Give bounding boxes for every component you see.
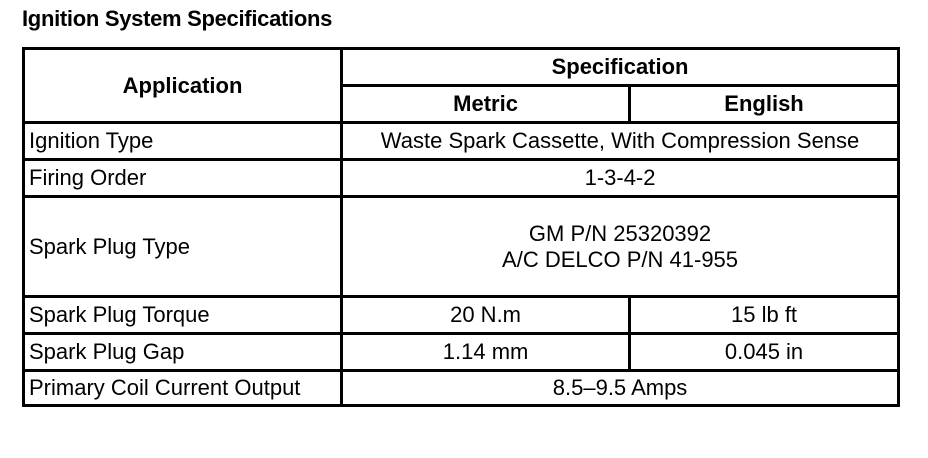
specifications-table <box>22 47 900 407</box>
table-row <box>24 334 899 371</box>
row-label: Spark Plug Gap <box>24 334 342 371</box>
row-label: Firing Order <box>24 160 342 197</box>
table-row <box>24 297 899 334</box>
row-metric-value: 1.14 mm <box>342 334 630 371</box>
row-english-value: 0.045 in <box>630 334 899 371</box>
table-row <box>24 123 899 160</box>
header-specification: Specification <box>342 49 899 86</box>
plug-line-gm: GM P/N 25320392 <box>528 220 712 246</box>
table-row <box>24 160 899 197</box>
header-english: English <box>630 86 899 123</box>
row-value <box>342 197 899 297</box>
page-title: Ignition System Specifications <box>22 6 333 31</box>
row-label: Primary Coil Current Output <box>24 371 342 406</box>
row-value: 1-3-4-2 <box>342 160 899 197</box>
header-application: Application <box>24 49 342 123</box>
row-label: Spark Plug Type <box>24 197 342 297</box>
row-value: 8.5–9.5 Amps <box>342 371 899 406</box>
row-value: Waste Spark Cassette, With Compression Sense <box>342 123 899 160</box>
header-metric: Metric <box>342 86 630 123</box>
row-metric-value: 20 N.m <box>342 297 630 334</box>
table-row <box>24 197 899 297</box>
table-row <box>24 371 899 406</box>
plug-line-delco: A/C DELCO P/N 41-955 <box>502 246 739 272</box>
row-label: Spark Plug Torque <box>24 297 342 334</box>
row-label: Ignition Type <box>24 123 342 160</box>
header-row-top <box>24 49 899 86</box>
row-english-value: 15 lb ft <box>630 297 899 334</box>
